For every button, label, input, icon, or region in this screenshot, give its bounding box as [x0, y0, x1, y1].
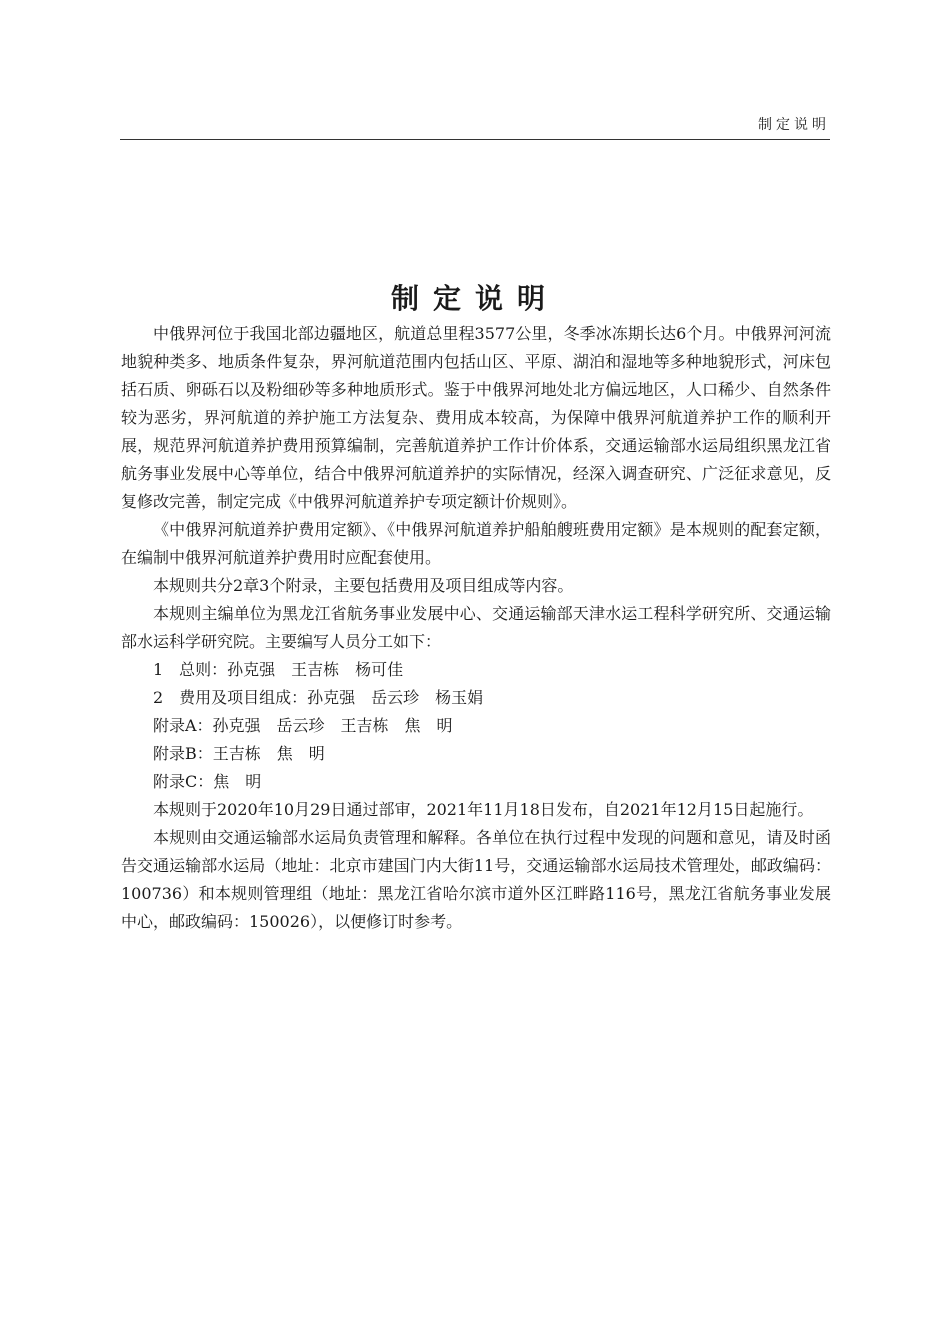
- paragraph-structure: 本规则共分2章3个附录，主要包括费用及项目组成等内容。: [153, 576, 574, 595]
- author-list-item: 附录A：孙克强 岳云珍 王吉栋 焦 明: [153, 716, 453, 735]
- page-title: 制定说明: [390, 281, 559, 315]
- paragraph-background: 中俄界河位于我国北部边疆地区，航道总里程3577公里，冬季冰冻期长达6个月。中俄界河河流地貌种类多、地质条件复杂，界河航道范围内包括山区、平原、湖泊和湿地等多种地貌形式，河床包括石质、卵砾石以及粉细砂等多种地质形式。鉴于中俄界河地处北方偏远地区，人口稀少、自然条件较为恶劣，界河航道的养护施工方法复杂、费用成本较高，为保障中俄界河航道养护工作的顺利开展，规范界河航道养护费用预算编制，完善航道养护工作计价体系，交通运输部水运局组织黑龙江省航务事业发展中心等单位，结合中俄界河航道养护的实际情况，经深入调查研究、广泛征求意见，反复修改完善，制定完成《中俄界河航道养护专项定额计价规则》。: [121, 324, 831, 511]
- author-list-item: 附录C：焦 明: [153, 772, 262, 791]
- author-list-item: 1 总则：孙克强 王吉栋 杨可佳: [153, 660, 404, 679]
- paragraph-supporting-quotas: 《中俄界河航道养护费用定额》、《中俄界河航道养护船舶艘班费用定额》是本规则的配套定额，在编制中俄界河航道养护费用时应配套使用。: [121, 520, 831, 567]
- paragraph-editors: 本规则主编单位为黑龙江省航务事业发展中心、交通运输部天津水运工程科学研究所、交通运输部水运科学研究院。主要编写人员分工如下：: [121, 604, 831, 651]
- author-list-item: 2 费用及项目组成：孙克强 岳云珍 杨玉娟: [153, 688, 484, 707]
- running-header: [120, 112, 830, 140]
- author-list-item: 附录B：王吉栋 焦 明: [153, 744, 325, 763]
- paragraph-contact-info: 本规则由交通运输部水运局负责管理和解释。各单位在执行过程中发现的问题和意见，请及时函告交通运输部水运局（地址：北京市建国门内大街11号，交通运输部水运局技术管理处，邮政编码：100736）和本规则管理组（地址：黑龙江省哈尔滨市道外区江畔路116号，黑龙江省航务事业发展中心，邮政编码：150026），以便修订时参考。: [121, 828, 831, 931]
- running-header-title: 制定说明: [758, 117, 830, 133]
- paragraph-effective-date: 本规则于2020年10月29日通过部审，2021年11月18日发布，自2021年12月15日起施行。: [153, 800, 814, 819]
- document-body: [121, 320, 831, 936]
